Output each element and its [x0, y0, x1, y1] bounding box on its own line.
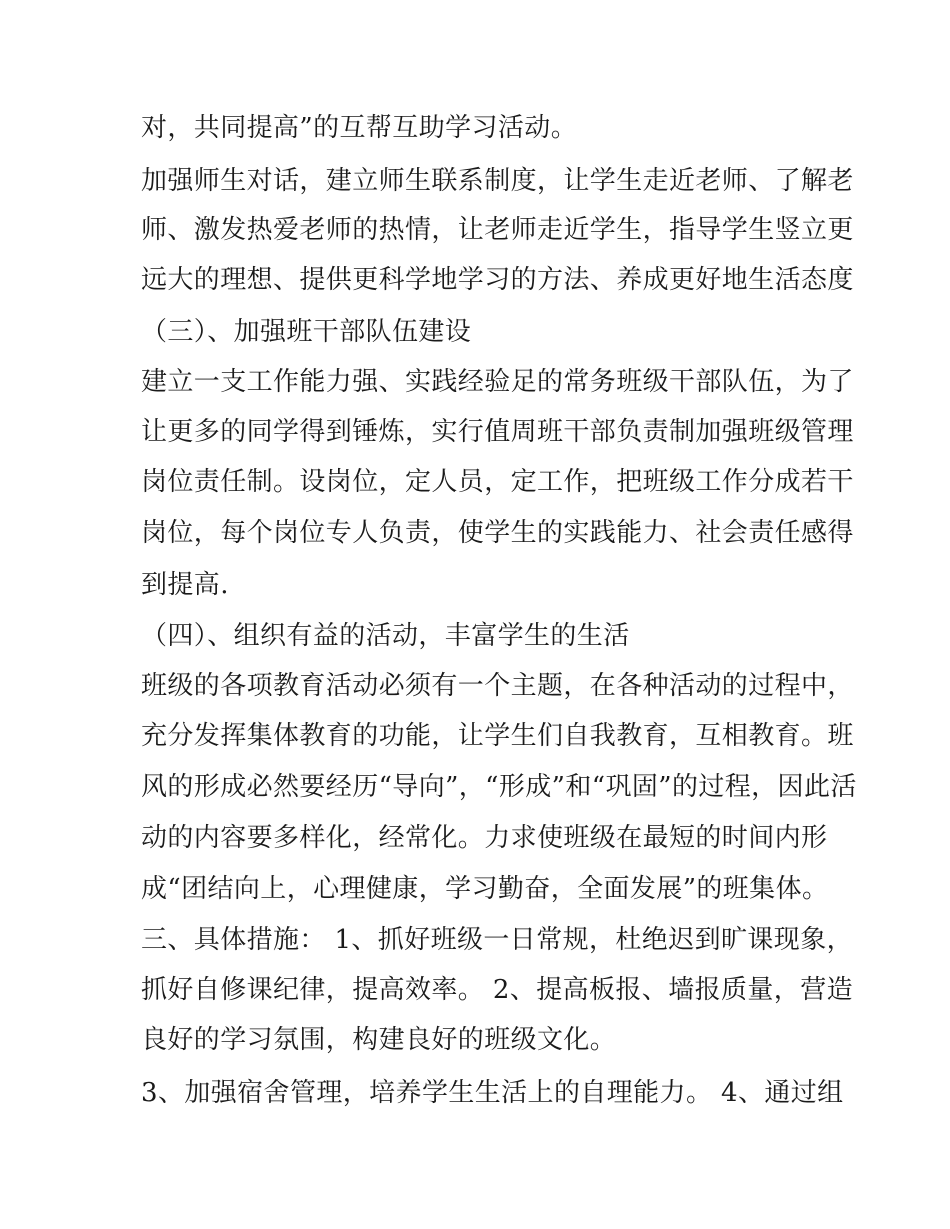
- text-line: 建立一支工作能力强、实践经验足的常务班级干部队伍，为了: [141, 367, 854, 397]
- text-line: 远大的理想、提供更科学地学习的方法、养成更好地生活态度: [141, 265, 854, 295]
- text-line: 风的形成必然要经历“导向”，“形成”和“巩固”的过程，因此活: [141, 772, 857, 802]
- section-heading: （四）、组织有益的活动，丰富学生的生活: [141, 621, 630, 651]
- text-line: 成“团结向上，心理健康，学习勤奋，全面发展”的班集体。: [141, 874, 829, 904]
- text-line: 让更多的同学得到锤炼，实行值周班干部负责制加强班级管理: [141, 417, 854, 447]
- text-line: 良好的学习氛围，构建良好的班级文化。: [141, 1025, 617, 1055]
- text-line: 到提高.: [141, 570, 229, 600]
- text-line: 动的内容要多样化，经常化。力求使班级在最短的时间内形: [141, 823, 828, 853]
- text-line: 岗位，每个岗位专人负责，使学生的实践能力、社会责任感得: [141, 518, 854, 548]
- text-line: 充分发挥集体教育的功能，让学生们自我教育，互相教育。班: [141, 721, 854, 751]
- text-line: 对，共同提高”的互帮互助学习活动。: [141, 113, 578, 143]
- text-line: 师、激发热爱老师的热情，让老师走近学生，指导学生竖立更: [141, 215, 854, 245]
- text-line: 加强师生对话，建立师生联系制度，让学生走近老师、了解老: [141, 166, 854, 196]
- text-line: 3、加强宿舍管理，培养学生生活上的自理能力。 4、通过组: [141, 1078, 844, 1108]
- text-line: 三、具体措施： 1、抓好班级一日常规，杜绝迟到旷课现象，: [141, 925, 854, 955]
- text-line: 班级的各项教育活动必须有一个主题，在各种活动的过程中，: [141, 671, 854, 701]
- text-line: 抓好自修课纪律，提高效率。 2、提高板报、墙报质量，营造: [141, 975, 854, 1005]
- text-line: 岗位责任制。设岗位，定人员，定工作，把班级工作分成若干: [141, 467, 854, 497]
- section-heading: （三）、加强班干部队伍建设: [141, 317, 472, 347]
